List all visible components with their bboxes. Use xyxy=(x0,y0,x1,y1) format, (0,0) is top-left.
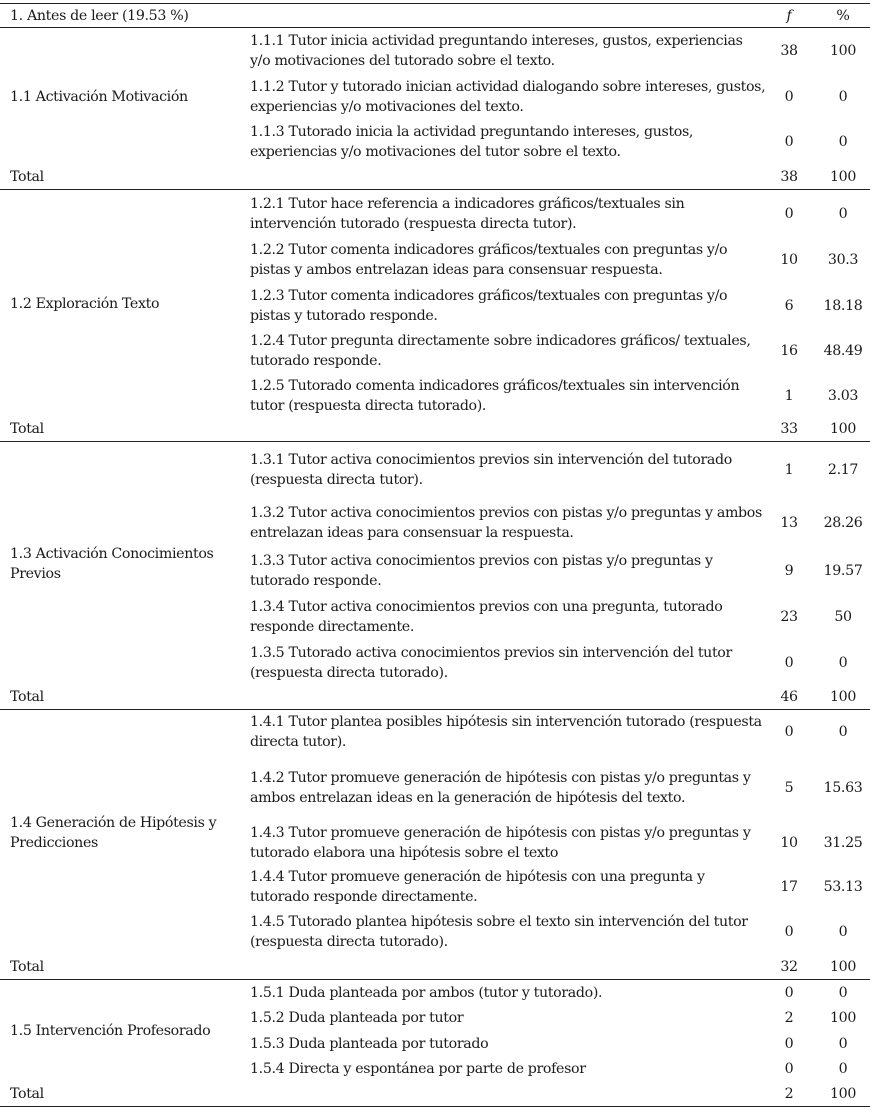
section-2 xyxy=(0,190,870,417)
table-row xyxy=(250,754,870,821)
item-percent: 48.49 xyxy=(823,343,863,359)
table-title: 1. Antes de leer (19.53 %) xyxy=(10,7,189,24)
item-description: 1.5.2 Duda planteada por tutor xyxy=(250,1010,464,1026)
table-row xyxy=(250,237,870,283)
table-row xyxy=(250,74,870,119)
item-description: 1.3.3 Tutor activa conocimientos previos con pistas y/o preguntas y tutorado responde. xyxy=(250,553,713,589)
total-percent: 100 xyxy=(829,1086,857,1102)
total-frequency: 32 xyxy=(780,959,798,975)
total-label: Total xyxy=(10,421,44,437)
total-percent: 100 xyxy=(829,421,857,437)
table-row xyxy=(250,190,870,237)
table-row xyxy=(250,640,870,685)
item-description: 1.4.5 Tutorado plantea hipótesis sobre el texto sin intervención del tutor (respuesta directa tutorado). xyxy=(250,914,748,950)
header-percent: % xyxy=(836,7,850,24)
item-frequency: 13 xyxy=(780,515,798,531)
item-description: 1.1.2 Tutor y tutorado inician actividad dialogando sobre intereses, gustos, experiencias y/o motivaciones del texto. xyxy=(250,78,766,115)
item-percent: 100 xyxy=(829,43,857,59)
total-frequency: 38 xyxy=(780,169,798,185)
item-percent: 53.13 xyxy=(823,879,863,895)
item-frequency: 0 xyxy=(784,724,794,740)
total-row xyxy=(0,417,870,442)
total-label: Total xyxy=(10,689,44,705)
item-description: 1.1.3 Tutorado inicia la actividad preguntando intereses, gustos, experiencias y/o motivaciones del tutor sobre el texto. xyxy=(250,124,694,160)
section-label: 1.3 Activación Conocimientos Previos xyxy=(10,545,214,582)
item-description: 1.4.2 Tutor promueve generación de hipótesis con pistas y/o preguntas y ambos entrelazan ideas en la generación de hipótesis del texto. xyxy=(250,769,751,806)
table-row xyxy=(250,548,870,594)
item-description: 1.2.1 Tutor hace referencia a indicadores gráficos/textuales sin intervención tutorado (respuesta directa tutor). xyxy=(250,195,685,232)
item-percent: 0 xyxy=(838,924,848,940)
table-body xyxy=(0,28,870,1107)
item-frequency: 10 xyxy=(780,835,798,851)
item-percent: 0 xyxy=(838,984,848,1001)
total-percent: 100 xyxy=(829,169,857,185)
item-description: 1.5.3 Duda planteada por tutorado xyxy=(250,1035,489,1052)
item-description: 1.2.5 Tutorado comenta indicadores gráficos/textuales sin intervención tutor (respuesta directa tutorado). xyxy=(250,377,740,414)
item-percent: 30.3 xyxy=(827,252,859,268)
item-frequency: 0 xyxy=(784,88,794,105)
table-row xyxy=(250,1056,870,1082)
table-row xyxy=(250,328,870,374)
results-table xyxy=(0,3,870,1107)
item-percent: 100 xyxy=(829,1010,857,1026)
item-description: 1.2.3 Tutor comenta indicadores gráficos/textuales con preguntas y/o pistas y tutorado responde. xyxy=(250,287,728,324)
item-description: 1.5.1 Duda planteada por ambos (tutor y tutorado). xyxy=(250,984,603,1001)
item-frequency: 0 xyxy=(784,134,794,150)
section-4 xyxy=(0,710,870,955)
total-frequency: 2 xyxy=(784,1086,794,1102)
total-frequency: 33 xyxy=(780,421,798,437)
item-description: 1.2.4 Tutor pregunta directamente sobre indicadores gráficos/ textuales, tutorado responde. xyxy=(250,333,751,369)
item-percent: 19.57 xyxy=(823,563,863,579)
item-percent: 0 xyxy=(838,724,848,740)
item-percent: 3.03 xyxy=(827,387,859,404)
item-percent: 0 xyxy=(838,1035,848,1052)
table-row xyxy=(250,865,870,909)
item-frequency: 2 xyxy=(784,1010,794,1026)
section-label: 1.5 Intervención Profesorado xyxy=(10,1023,211,1039)
item-frequency: 38 xyxy=(780,43,798,59)
item-percent: 0 xyxy=(838,1061,848,1077)
item-percent: 28.26 xyxy=(823,515,863,531)
table-row xyxy=(250,821,870,865)
item-percent: 18.18 xyxy=(823,297,863,314)
table-row xyxy=(250,1005,870,1031)
item-percent: 0 xyxy=(838,88,848,105)
table-header xyxy=(0,4,870,28)
table-row xyxy=(250,28,870,74)
item-percent: 0 xyxy=(838,654,848,671)
table-row xyxy=(250,594,870,640)
item-description: 1.4.1 Tutor plantea posibles hipótesis sin intervención tutorado (respuesta directa tutor). xyxy=(250,714,762,750)
item-description: 1.2.2 Tutor comenta indicadores gráficos/textuales con preguntas y/o pistas y ambos entrelazan ideas para consensuar respuesta. xyxy=(250,242,728,278)
table-row xyxy=(250,374,870,417)
item-percent: 15.63 xyxy=(823,779,863,796)
total-frequency: 46 xyxy=(780,689,798,705)
table-row xyxy=(250,442,870,498)
item-frequency: 0 xyxy=(784,984,794,1001)
section-label: 1.2 Exploración Texto xyxy=(10,295,160,312)
section-label: 1.1 Activación Motivación xyxy=(10,88,188,105)
item-frequency: 1 xyxy=(784,462,794,478)
item-frequency: 23 xyxy=(780,609,798,625)
item-percent: 50 xyxy=(834,609,852,625)
total-percent: 100 xyxy=(829,689,857,705)
item-frequency: 6 xyxy=(784,297,794,314)
item-percent: 0 xyxy=(838,205,848,222)
total-label: Total xyxy=(10,1086,44,1102)
item-frequency: 1 xyxy=(784,387,794,404)
table-row xyxy=(250,119,870,165)
item-percent: 31.25 xyxy=(823,835,863,851)
item-frequency: 17 xyxy=(780,879,798,895)
item-description: 1.4.3 Tutor promueve generación de hipótesis con pistas y/o preguntas y tutorado elabora una hipótesis sobre el texto xyxy=(250,825,751,861)
section-1 xyxy=(0,28,870,165)
table-row xyxy=(250,498,870,548)
table-row xyxy=(250,1031,870,1056)
item-frequency: 0 xyxy=(784,1035,794,1052)
total-row xyxy=(0,685,870,710)
table-row xyxy=(250,909,870,955)
total-label: Total xyxy=(10,959,44,975)
section-label: 1.4 Generación de Hipótesis y Predicciones xyxy=(10,814,217,851)
total-percent: 100 xyxy=(829,959,857,975)
item-description: 1.4.4 Tutor promueve generación de hipótesis con una pregunta y tutorado responde directamente. xyxy=(250,869,705,905)
item-description: 1.3.2 Tutor activa conocimientos previos con pistas y/o preguntas y ambos entrelazan ideas para consensuar la respuesta. xyxy=(250,505,762,541)
total-label: Total xyxy=(10,169,44,185)
item-description: 1.3.1 Tutor activa conocimientos previos sin intervención del tutorado (respuesta directa tutor). xyxy=(250,452,732,488)
section-5 xyxy=(0,980,870,1082)
item-description: 1.1.1 Tutor inicia actividad preguntando intereses, gustos, experiencias y/o motivaciones del tutorado sobre el texto. xyxy=(250,33,743,69)
item-percent: 0 xyxy=(838,134,848,150)
table-row xyxy=(250,710,870,754)
item-description: 1.5.4 Directa y espontánea por parte de profesor xyxy=(250,1061,586,1077)
total-row xyxy=(0,955,870,980)
item-frequency: 5 xyxy=(784,779,794,796)
item-frequency: 0 xyxy=(784,924,794,940)
item-description: 1.3.5 Tutorado activa conocimientos previos sin intervención del tutor (respuesta directa tutorado). xyxy=(250,644,732,681)
total-row xyxy=(0,165,870,190)
item-percent: 2.17 xyxy=(827,462,859,478)
item-frequency: 0 xyxy=(784,205,794,222)
section-3 xyxy=(0,442,870,685)
item-description: 1.3.4 Tutor activa conocimientos previos con una pregunta, tutorado responde directamente. xyxy=(250,599,723,635)
item-frequency: 10 xyxy=(780,252,798,268)
total-row xyxy=(0,1082,870,1107)
item-frequency: 16 xyxy=(780,343,798,359)
table-row xyxy=(250,283,870,328)
table-row xyxy=(250,980,870,1005)
item-frequency: 9 xyxy=(784,563,794,579)
item-frequency: 0 xyxy=(784,1061,794,1077)
header-f: f xyxy=(786,7,792,24)
item-frequency: 0 xyxy=(784,654,794,671)
